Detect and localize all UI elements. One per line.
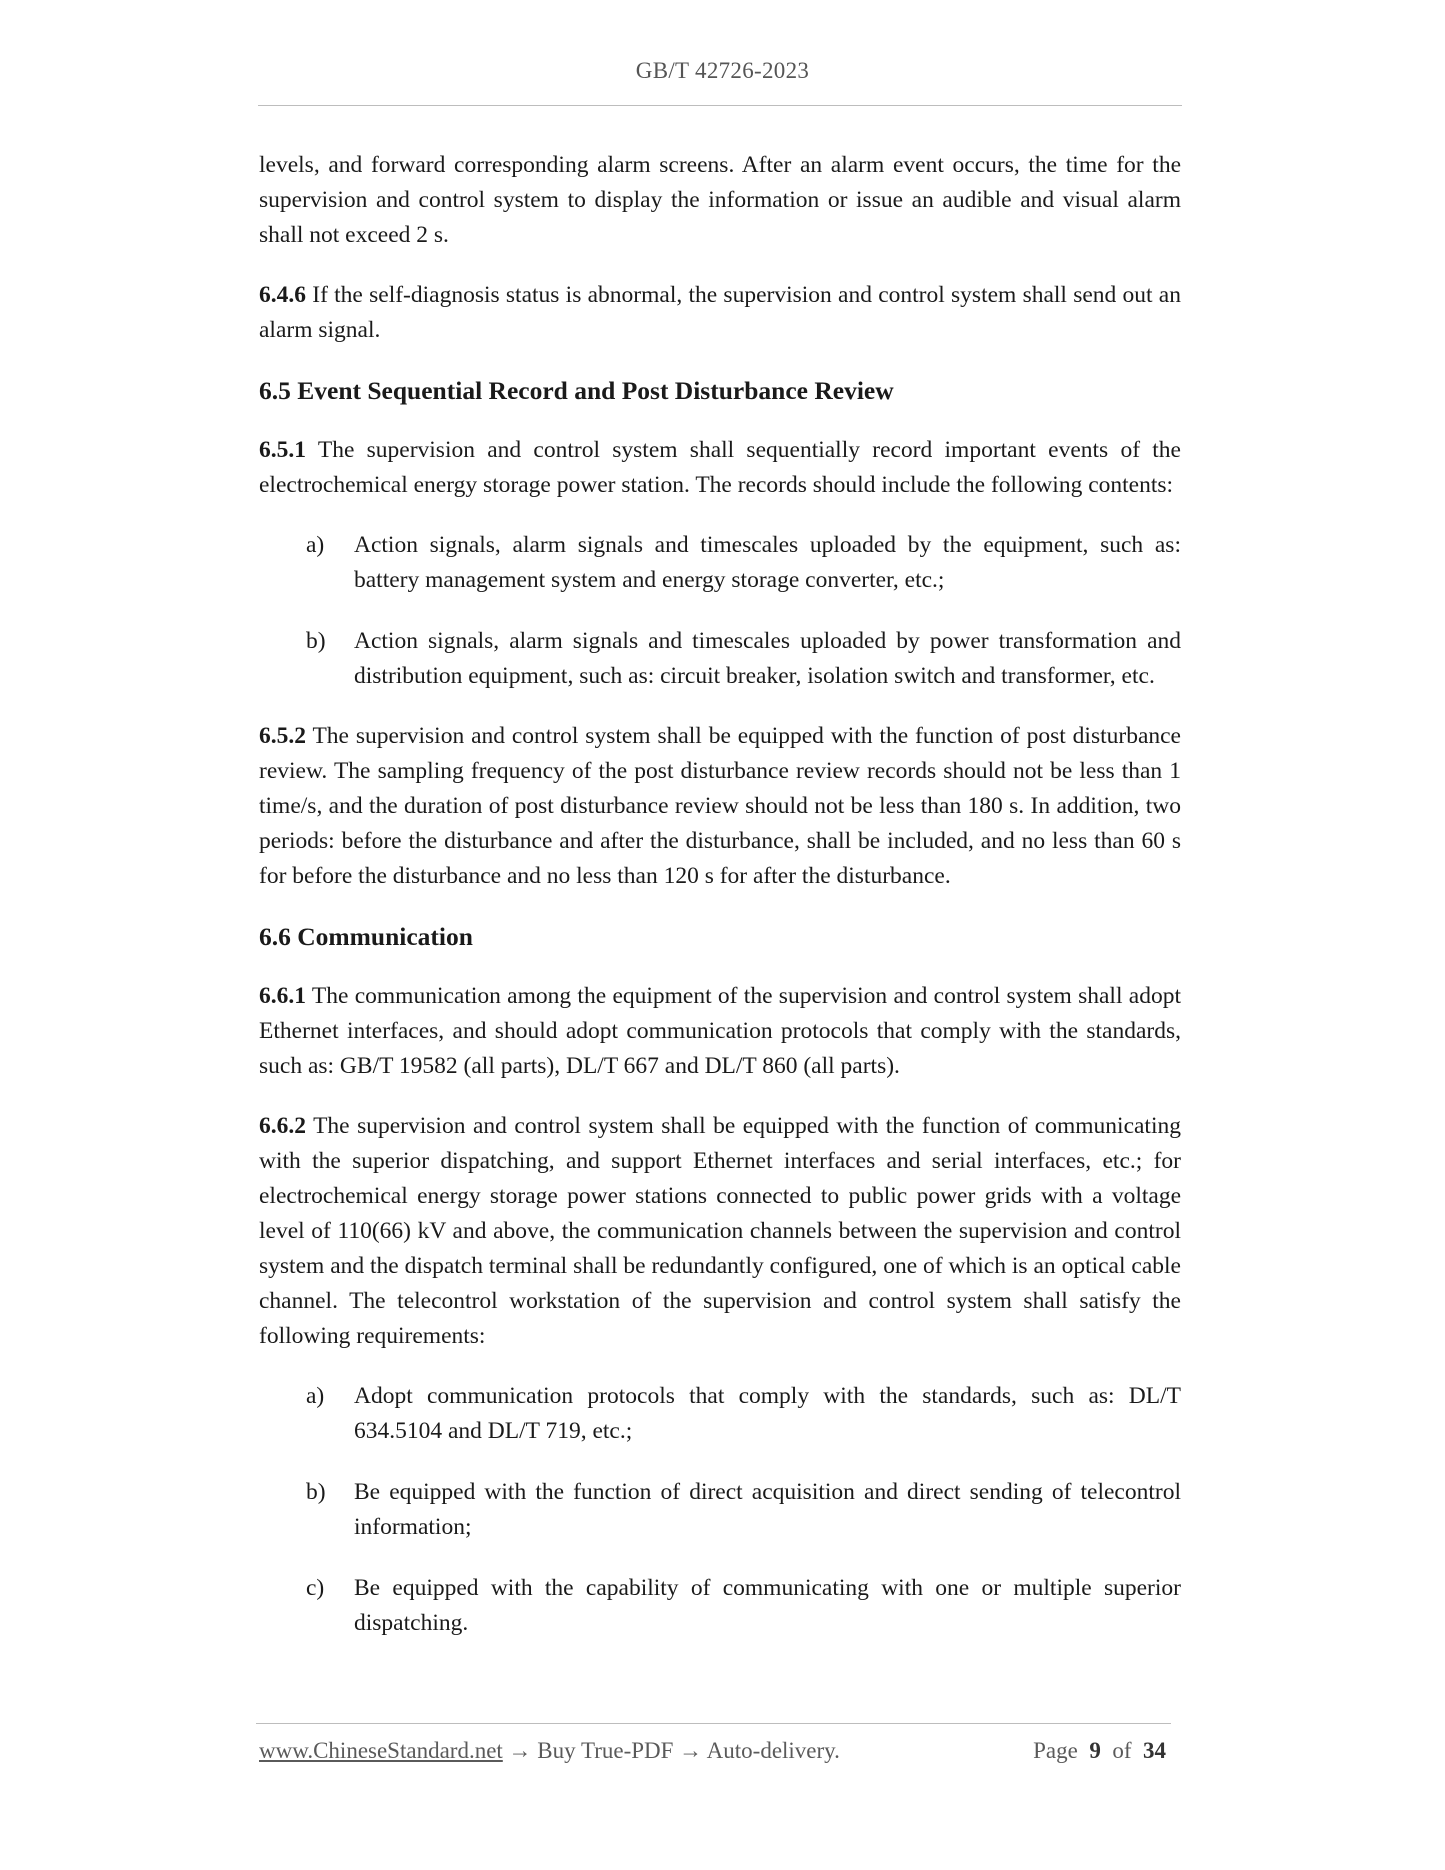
section-heading-6-5: 6.5 Event Sequential Record and Post Disturbance Review	[259, 376, 894, 405]
list-item-text: Be equipped with the capability of communicating with one or multiple superior dispatching.	[354, 1575, 1181, 1636]
list-marker: b)	[306, 628, 326, 654]
clause-6-6-1	[259, 979, 1181, 1084]
list-item-text: Adopt communication protocols that comply with the standards, such as: DL/T 634.5104 and DL/T 719, etc.;	[354, 1383, 1181, 1444]
of-label: of	[1112, 1738, 1132, 1763]
clause-6-6-2-list	[259, 1379, 1181, 1641]
clause-6-6-2	[259, 1109, 1181, 1354]
list-marker: a)	[306, 1383, 325, 1409]
document-body	[259, 148, 1181, 1666]
list-item	[259, 1475, 1181, 1545]
page-label: Page	[1033, 1738, 1078, 1763]
clause-text: If the self-diagnosis status is abnormal, the supervision and control system shall send out an alarm signal.	[259, 282, 1181, 343]
clause-text: The supervision and control system shall be equipped with the function of post disturbance review. The sampling frequency of the post disturbance review records should not be less than 1 time/s, and the duration of post disturbance review should not be less than 180 s. In addition, two periods: before the disturbance and after the disturbance, shall be included, and no less than 60 s for before the disturbance and no less than 120 s for after the disturbance.	[259, 723, 1181, 889]
list-marker: c)	[306, 1575, 325, 1601]
list-item-text: Action signals, alarm signals and timescales uploaded by the equipment, such as: battery management system and energy storage converter, etc.;	[354, 532, 1181, 593]
list-item	[259, 624, 1181, 694]
list-item	[259, 1571, 1181, 1641]
continuation-paragraph: levels, and forward corresponding alarm screens. After an alarm event occurs, the time for the supervision and control system to display the information or issue an audible and visual alarm shall not exceed 2 s.	[259, 152, 1181, 248]
list-item-text: Action signals, alarm signals and timescales uploaded by power transformation and distribution equipment, such as: circuit breaker, isolation switch and transformer, etc.	[354, 628, 1181, 689]
clause-6-5-1-list	[259, 528, 1181, 694]
clause-number: 6.5.1	[259, 437, 306, 463]
page-header-title: GB/T 42726-2023	[635, 58, 810, 83]
list-item	[259, 1379, 1181, 1449]
clause-text: The supervision and control system shall sequentially record important events of the electrochemical energy storage power station. The records should include the following contents:	[259, 437, 1181, 498]
list-item-text: Be equipped with the function of direct acquisition and direct sending of telecontrol information;	[354, 1479, 1181, 1540]
footer-divider	[256, 1723, 1171, 1724]
page-footer	[259, 1738, 1171, 1772]
website-link[interactable]: www.ChineseStandard.net	[259, 1738, 503, 1763]
clause-text: The supervision and control system shall be equipped with the function of communicating with the superior dispatching, and support Ethernet interfaces and serial interfaces, etc.; for electrochemical energy storage power stations connected to public power grids with a voltage level of 110(66) kV and above, the communication channels between the supervision and control system and the dispatch terminal shall be redundantly configured, one of which is an optical cable channel. The telecontrol workstation of the supervision and control system shall satisfy the following requirements:	[259, 1113, 1181, 1349]
list-marker: a)	[306, 532, 325, 558]
list-item	[259, 528, 1181, 598]
page-number	[1033, 1738, 1166, 1764]
footer-promo	[259, 1738, 840, 1764]
clause-6-4-6	[259, 278, 1181, 348]
clause-number: 6.6.1	[259, 983, 306, 1009]
list-marker: b)	[306, 1479, 326, 1505]
clause-6-5-2	[259, 719, 1181, 894]
current-page: 9	[1089, 1738, 1101, 1763]
section-heading-6-6: 6.6 Communication	[259, 922, 473, 951]
clause-6-5-1	[259, 433, 1181, 503]
promo-text: → Buy True-PDF → Auto-delivery.	[502, 1738, 840, 1763]
header-divider	[258, 105, 1182, 106]
total-pages: 34	[1143, 1738, 1166, 1763]
clause-number: 6.5.2	[259, 723, 306, 749]
clause-number: 6.6.2	[259, 1113, 306, 1139]
clause-number: 6.4.6	[259, 282, 306, 308]
clause-text: The communication among the equipment of the supervision and control system shall adopt Ethernet interfaces, and should adopt communication protocols that comply with the standards, such as: GB/T 19582 (all parts), DL/T 667 and DL/T 860 (all parts).	[259, 983, 1181, 1079]
